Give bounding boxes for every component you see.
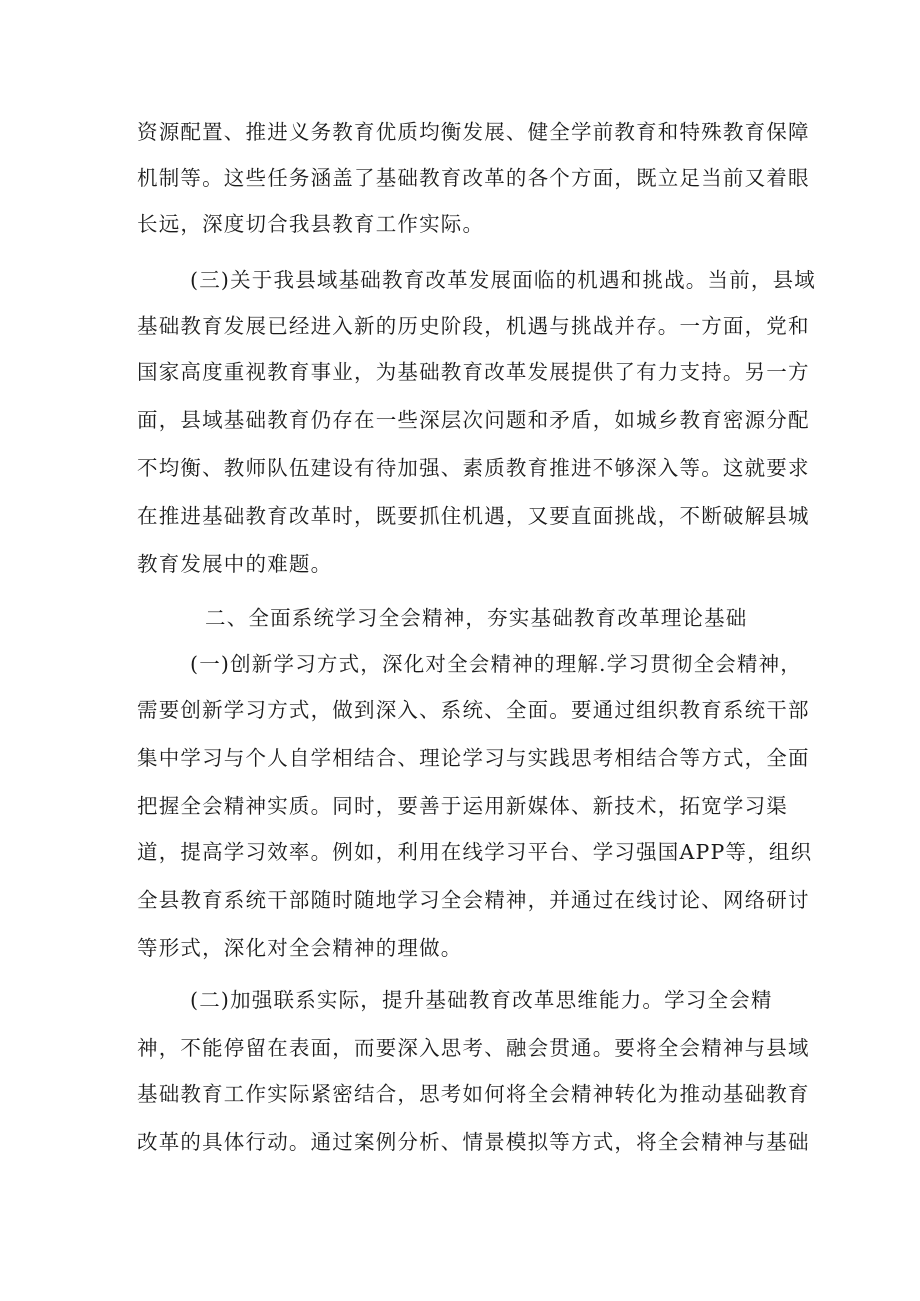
paragraph-line: 面，县域基础教育仍存在一些深层次问题和矛盾，如城乡教育密源分配 bbox=[137, 408, 810, 432]
paragraph-line: 基础教育工作实际紧密结合，思考如何将全会精神转化为推动基础教育 bbox=[137, 1082, 810, 1106]
paragraph-line: 集中学习与个人自学相结合、理论学习与实践思考相结合等方式，全面 bbox=[137, 746, 810, 770]
chapter-heading: 二、全面系统学习全会精神，夯实基础教育改革理论基础 bbox=[205, 606, 748, 630]
paragraph-line: 道，提高学习效率。例如，利用在线学习平台、学习强国APP等，组织 bbox=[137, 840, 813, 864]
section-heading-1: (一)创新学习方式，深化对全会精神的理解.学习贯彻全会精神， bbox=[190, 652, 803, 676]
paragraph-line: 基础教育发展已经进入新的历史阶段，机遇与挑战并存。一方面，党和 bbox=[137, 314, 810, 338]
section-heading-3: (三)关于我县域基础教育改革发展面临的机遇和挑战。当前，县域 bbox=[190, 268, 816, 292]
paragraph-line: 不均衡、教师队伍建设有待加强、素质教育推进不够深入等。这就要求 bbox=[137, 456, 810, 480]
paragraph-line: 国家高度重视教育事业，为基础教育改革发展提供了有力支持。另一方 bbox=[137, 360, 810, 384]
paragraph-line: 神，不能停留在表面，而要深入思考、融会贯通。要将全会精神与县域 bbox=[137, 1036, 810, 1060]
paragraph-line: 全县教育系统干部随时随地学习全会精神，并通过在线讨论、网络研讨 bbox=[137, 888, 810, 912]
paragraph-line: 改革的具体行动。通过案例分析、情景模拟等方式，将全会精神与基础 bbox=[137, 1130, 810, 1154]
paragraph-line: 需要创新学习方式，做到深入、系统、全面。要通过组织教育系统干部 bbox=[137, 698, 810, 722]
paragraph-line: 在推进基础教育改革时，既要抓住机遇，又要直面挑战，不断破解县城 bbox=[137, 504, 810, 528]
paragraph-line: 把握全会精神实质。同时，要善于运用新媒体、新技术，拓宽学习渠 bbox=[137, 794, 788, 818]
section-heading-2: (二)加强联系实际，提升基础教育改革思维能力。学习全会精 bbox=[190, 988, 773, 1012]
paragraph-line: 长远，深度切合我县教育工作实际。 bbox=[137, 212, 485, 236]
paragraph-line: 教育发展中的难题。 bbox=[137, 552, 333, 576]
paragraph-line: 机制等。这些任务涵盖了基础教育改革的各个方面，既立足当前又着眼 bbox=[137, 166, 810, 190]
paragraph-line: 资源配置、推进义务教育优质均衡发展、健全学前教育和特殊教育保障 bbox=[137, 120, 810, 144]
paragraph-line: 等形式，深化对全会精神的理做。 bbox=[137, 936, 463, 960]
